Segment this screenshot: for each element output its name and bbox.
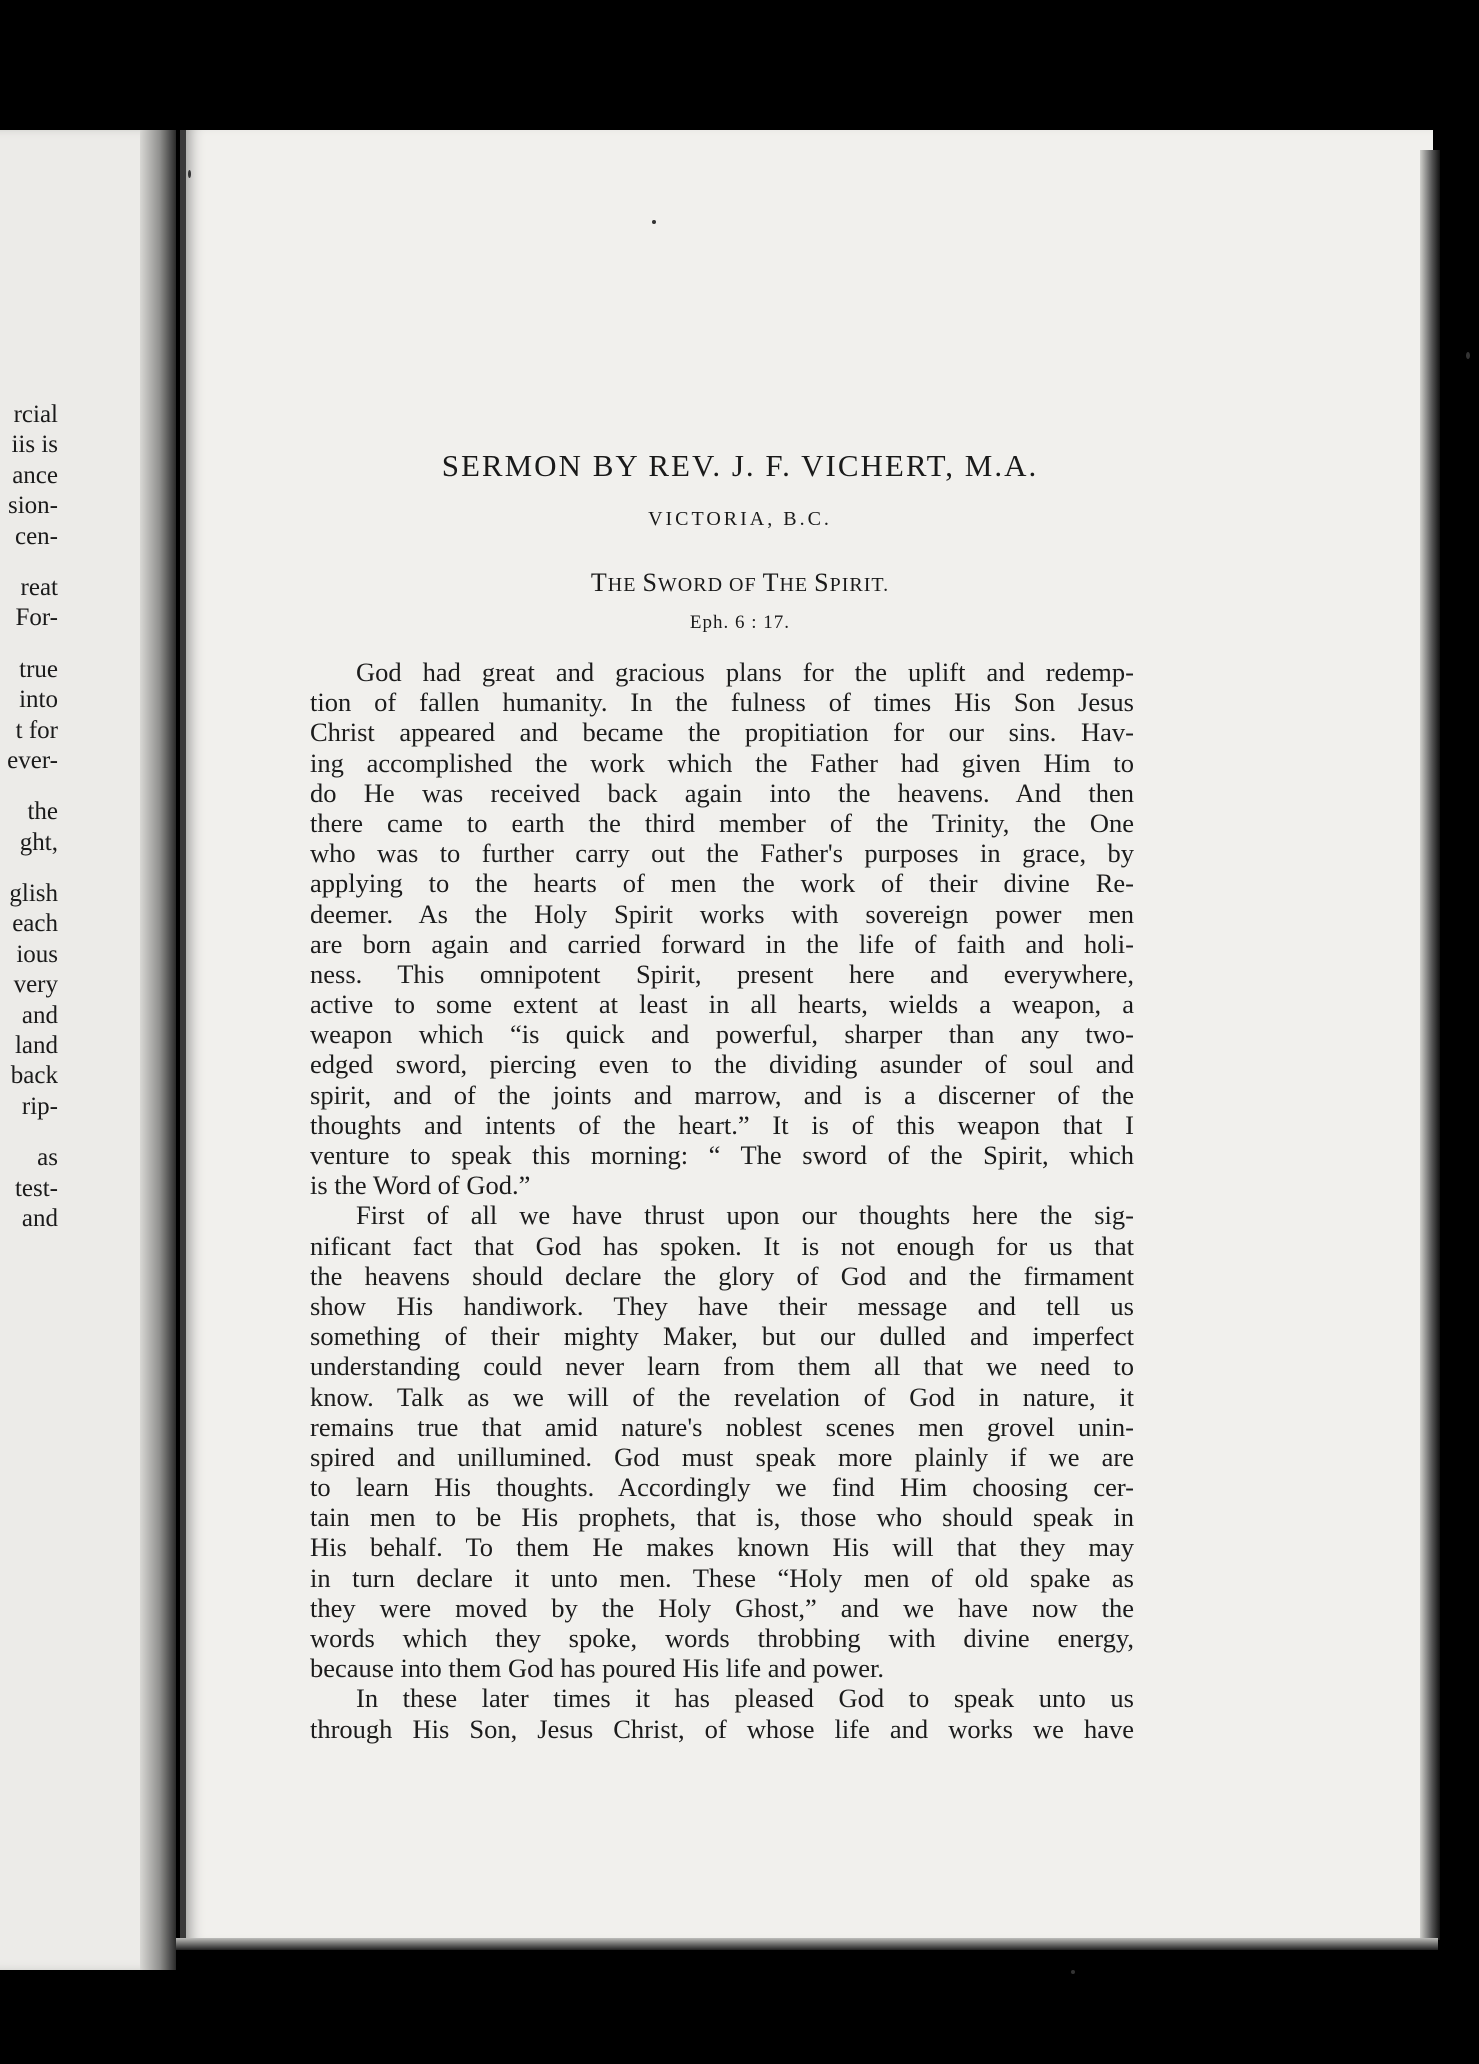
paragraph bbox=[310, 1683, 1134, 1743]
facing-page-line: rip- bbox=[21, 1092, 58, 1120]
facing-page-line: land bbox=[14, 1032, 58, 1060]
text-line: spirit, and of the joints and marrow, and is a discerner of the bbox=[310, 1079, 1134, 1110]
subtitle-fragment: HE bbox=[779, 574, 815, 596]
facing-page-line: each bbox=[12, 910, 58, 938]
subtitle-fragment: S bbox=[814, 568, 830, 597]
text-line: edged sword, piercing even to the dividing asunder of soul and bbox=[310, 1049, 1134, 1080]
text-line: they were moved by the Holy Ghost,” and we have now the bbox=[310, 1592, 1134, 1623]
line-gap bbox=[0, 1122, 58, 1143]
facing-page-line: into bbox=[19, 686, 58, 714]
facing-page-line: ance bbox=[12, 461, 58, 489]
text-line: in turn declare it unto men. These “Holy men of old spake as bbox=[310, 1562, 1134, 1593]
facing-page-line: as bbox=[37, 1144, 58, 1172]
line-gap bbox=[0, 634, 58, 655]
facing-page-line: sion- bbox=[8, 492, 58, 520]
paragraph bbox=[310, 657, 1134, 1200]
text-line: know. Talk as we will of the revelation of God in nature, it bbox=[310, 1381, 1134, 1412]
line-gap bbox=[0, 552, 58, 573]
sermon-location: VICTORIA, B.C. bbox=[648, 508, 832, 530]
text-line: nificant fact that God has spoken. It is not enough for us that bbox=[310, 1230, 1134, 1261]
text-line: remains true that amid nature's noblest scenes men grovel unin- bbox=[310, 1411, 1134, 1442]
facing-page-line: cen- bbox=[14, 522, 58, 550]
facing-page-line: reat bbox=[20, 573, 58, 601]
subtitle-fragment: T bbox=[762, 568, 780, 597]
text-line: who was to further carry out the Father's purposes in grace, by bbox=[310, 838, 1134, 869]
sermon-title: SERMON BY REV. J. F. VICHERT, M.A. bbox=[441, 448, 1039, 483]
text-line: His behalf. To them He makes known His will that they may bbox=[310, 1532, 1134, 1563]
facing-page-line: test- bbox=[14, 1174, 58, 1202]
text-line: In these later times it has pleased God to speak unto us bbox=[356, 1683, 1134, 1714]
text-line: words which they spoke, words throbbing with divine energy, bbox=[310, 1623, 1134, 1653]
text-line: venture to speak this morning: “ The sword of the Spirit, which bbox=[310, 1140, 1134, 1170]
text-line: through His Son, Jesus Christ, of whose life and works we have bbox=[310, 1713, 1134, 1744]
facing-page-line: t for bbox=[15, 716, 58, 744]
line-gap bbox=[0, 858, 58, 879]
text-line: understanding could never learn from them all that we need to bbox=[310, 1351, 1134, 1382]
paragraph bbox=[310, 1200, 1134, 1683]
line-gap bbox=[0, 776, 58, 797]
scan-speck bbox=[652, 220, 656, 224]
text-line: God had great and gracious plans for the uplift and redemp- bbox=[356, 657, 1134, 687]
facing-page-line: ious bbox=[16, 940, 58, 968]
facing-page-line: very bbox=[13, 971, 58, 999]
facing-page-line: and bbox=[21, 1204, 58, 1232]
text-line: deemer. As the Holy Spirit works with sovereign power men bbox=[310, 898, 1134, 929]
text-line: something of their mighty Maker, but our dulled and imperfect bbox=[310, 1321, 1134, 1352]
text-line: tion of fallen humanity. In the fulness of times His Son Jesus bbox=[310, 687, 1134, 718]
text-line: active to some extent at least in all hearts, wields a weapon, a bbox=[310, 989, 1134, 1020]
subtitle-fragment: HE bbox=[607, 574, 643, 596]
page-edge-right bbox=[1420, 150, 1440, 1940]
scan-speck bbox=[1071, 1970, 1075, 1974]
facing-page-line: the bbox=[27, 798, 58, 826]
text-line: there came to earth the third member of the Trinity, the One bbox=[310, 807, 1134, 838]
scan-speck bbox=[188, 170, 191, 178]
text-line: thoughts and intents of the heart.” It is of this weapon that I bbox=[310, 1109, 1134, 1140]
text-line: the heavens should declare the glory of God and the firmament bbox=[310, 1260, 1134, 1291]
facing-page-line: and bbox=[21, 1001, 58, 1029]
book-gutter bbox=[140, 130, 176, 1970]
page-edge-bottom bbox=[176, 1938, 1438, 1950]
subtitle-fragment: T bbox=[590, 568, 608, 597]
text-line: First of all we have thrust upon our thoughts here the sig- bbox=[356, 1200, 1134, 1231]
text-line: Christ appeared and became the propitiation for our sins. Hav- bbox=[310, 717, 1134, 748]
scripture-reference: Eph. 6 : 17. bbox=[689, 612, 791, 633]
facing-page-line: ght, bbox=[19, 828, 58, 856]
text-line: ing accomplished the work which the Father had given Him to bbox=[310, 747, 1134, 778]
text-line: because into them God has poured His life and power. bbox=[310, 1653, 885, 1684]
text-line: weapon which “is quick and powerful, sharper than any two- bbox=[310, 1019, 1134, 1050]
subtitle-fragment: S bbox=[642, 568, 658, 597]
facing-page-line: For- bbox=[15, 604, 58, 632]
sermon-body bbox=[310, 657, 1134, 1744]
sermon-subtitle bbox=[360, 568, 1120, 598]
text-line: applying to the hearts of men the work of their divine Re- bbox=[310, 868, 1134, 899]
subtitle-fragment: WORD OF bbox=[657, 574, 763, 596]
facing-page-line: true bbox=[19, 655, 58, 683]
text-line: do He was received back again into the heavens. And then bbox=[310, 777, 1134, 808]
facing-page-line: glish bbox=[9, 880, 58, 908]
text-line: show His handiwork. They have their message and tell us bbox=[310, 1290, 1134, 1321]
text-line: are born again and carried forward in the life of faith and holi- bbox=[310, 928, 1134, 959]
facing-page-line: back bbox=[10, 1062, 58, 1090]
facing-page-line: ever- bbox=[7, 746, 58, 774]
scan-speck bbox=[1466, 352, 1470, 359]
text-line: ness. This omnipotent Spirit, present here and everywhere, bbox=[310, 958, 1134, 989]
text-line: is the Word of God.” bbox=[310, 1170, 531, 1201]
facing-page-line: rcial bbox=[13, 401, 58, 428]
text-line: to learn His thoughts. Accordingly we find Him choosing cer- bbox=[310, 1472, 1134, 1503]
text-line: tain men to be His prophets, that is, those who should speak in bbox=[310, 1502, 1134, 1533]
text-line: spired and unillumined. God must speak more plainly if we are bbox=[310, 1441, 1134, 1472]
subtitle-fragment: PIRIT. bbox=[829, 574, 890, 596]
facing-page-text bbox=[0, 400, 58, 1234]
facing-page-line: iis is bbox=[11, 431, 58, 459]
